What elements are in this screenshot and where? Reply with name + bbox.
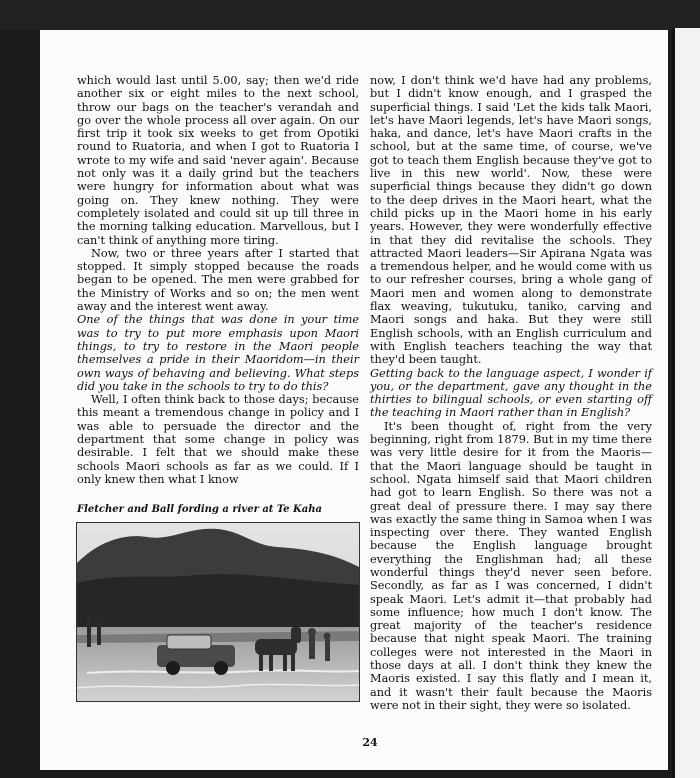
interview-question: Getting back to the language aspect, I wonder if you, or the department, gave any thought in the thirties to bilingual schools, or even starting off the teaching in Maori rather than in English? <box>370 366 652 420</box>
interview-question: One of the things that was done in your time was to try to put more emphasis upon Maori things, to try to restore in the Maori people themselves a pride in their Maoridom—in their own ways of behaving and believing. What steps did you take in the schools to try to do this? <box>77 313 359 393</box>
document-page <box>40 30 668 770</box>
paragraph: It's been thought of, right from the very beginning, right from 1879. But in my time there was very little desire for it from the Maoris—that the Maori language should be taught in school. Ngata himself said that Maori children had got to learn English. So there was not a great deal of pressure there. I may say there was exactly the same thing in Samoa when I was inspecting over there. They wanted English because the English language brought everything the Englishman had; all these wonderful things they'd never seen before. Secondly, as far as I was concerned, I didn't speak Maori. Let's admit it—that probably had some influence; how much I don't know. The great majority of the teacher's residence because that night speak Maori. The training colleges were not interested in the Maori in those days at all. I don't think they knew the Maoris existed. I say this flatly and I mean it, and it wasn't their fault because the Maoris were not in their sight, they were so isolated. <box>370 419 652 712</box>
left-column <box>77 74 359 486</box>
adjacent-page-edge <box>672 28 700 778</box>
paragraph: Now, two or three years after I started that stopped. It simply stopped because the roads began to be opened. The men were grabbed for the Ministry of Works and so on; the men went away and the interest went away. <box>77 246 359 314</box>
paragraph: Well, I often think back to those days; because this meant a tremendous change in policy and I was able to persuade the director and the department that some change in policy was desirable. I felt that we should make these schools Maori schools as far as we could. If I only knew then what I know <box>77 393 359 486</box>
right-column <box>370 74 652 712</box>
photo-illustration <box>77 523 359 701</box>
paragraph: now, I don't think we'd have had any problems, but I didn't know enough, and I grasped the superficial things. I said 'Let the kids talk Maori, let's have Maori legends, let's have Maori songs, haka, and dance, let's have Maori crafts in the school, but at the same time, of course, we've got to teach them English because they've got to live in this new world'. Now, these were superficial things because they didn't go down to the deep drives in the Maori heart, what the child picks up in the Maori home in his early years. However, they were wonderfully effective in that they did revitalise the schools. They attracted Maori leaders—Sir Apirana Ngata was a tremendous helper, and he would come with us to our refresher courses, bring a whole gang of Maori men and women along to demonstrate flax weaving, tukutuku, taniko, carving and Maori songs and haka. But they were still English schools, with an English curriculum and with English teachers teaching the way that they'd been taught. <box>370 74 652 367</box>
scan-top-border <box>0 0 700 30</box>
photo-caption: Fletcher and Ball fording a river at Te Kaha <box>77 504 322 515</box>
page-number: 24 <box>362 736 378 749</box>
paragraph: which would last until 5.00, say; then we'd ride another six or eight miles to the next school, throw our bags on the teacher's verandah and go over the whole process all over again. On our first trip it took six weeks to get from Opotiki round to Ruatoria, and when I got to Ruatoria I wrote to my wife and said 'never again'. Because not only was it a daily grind but the teachers were hungry for information about what was going on. They knew nothing. They were completely isolated and could sit up till three in the morning talking education. Marvellous, but I can't think of anything more tiring. <box>77 74 359 247</box>
river-ford-photo <box>76 522 360 702</box>
